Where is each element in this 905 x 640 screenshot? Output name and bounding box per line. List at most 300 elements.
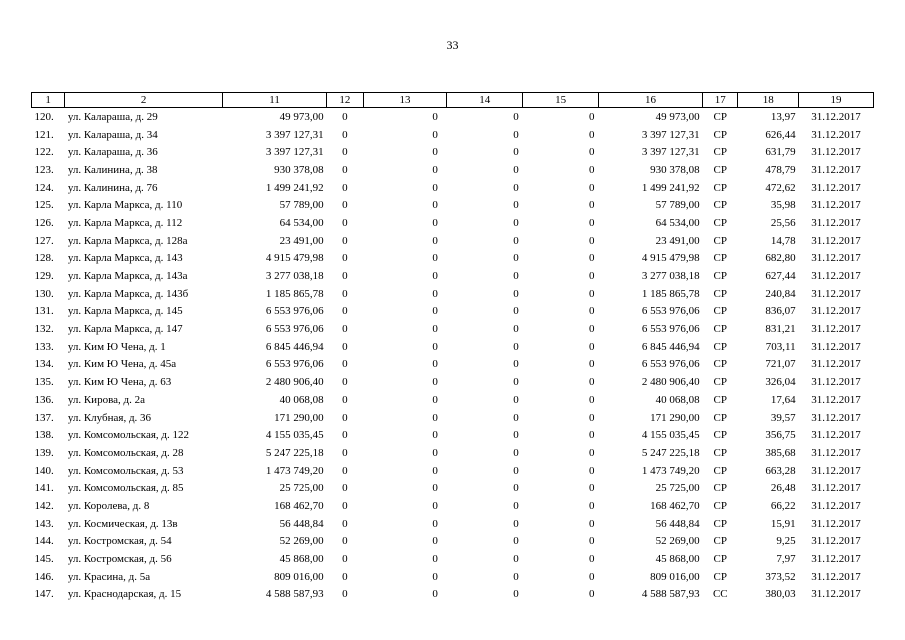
col-11-value: 3 397 127,31 [265,146,324,159]
col-12-value: 0 [342,216,348,229]
row-number: 120. [34,110,54,123]
col-13-value: 0 [432,535,438,548]
col-15-value: 0 [588,393,595,406]
address: ул. Карла Маркса, д. 128а [67,234,188,247]
col-11-value: 1 185 865,78 [265,287,324,300]
col-13-value: 0 [432,499,438,512]
col-13-value: 0 [432,234,438,247]
table-row [32,303,874,321]
col-14-value: 0 [513,340,519,353]
col-16-value: 930 378,08 [650,163,700,176]
table-row [32,533,874,551]
col-13-value: 0 [432,305,438,318]
col-12-value: 0 [342,146,348,159]
col-18-value: 14,78 [770,234,796,247]
address: ул. Карла Маркса, д. 145 [67,305,183,318]
address: ул. Карла Маркса, д. 110 [67,199,183,212]
col-17-code: СР [713,181,728,194]
col-14-value: 0 [513,146,519,159]
table-row [32,143,874,161]
col-12-value: 0 [342,482,348,495]
address: ул. Кирова, д. 2а [67,393,145,406]
col-18-value: 682,80 [765,252,796,265]
col-16-value: 3 397 127,31 [641,146,700,159]
col-14-value: 0 [513,535,519,548]
col-13-value: 0 [432,287,438,300]
col-18-value: 39,57 [770,411,796,424]
col-17-code: СР [713,216,728,229]
col-17-code: СР [713,146,728,159]
col-12-value: 0 [342,163,348,176]
col-16-value: 4 588 587,93 [641,588,700,601]
col-18-value: 385,68 [765,446,796,459]
column-header: 14 [447,93,523,108]
table-row [32,479,874,497]
col-13-value: 0 [432,517,438,530]
col-16-value: 3 397 127,31 [641,128,700,141]
row-number: 129. [34,270,54,283]
col-16-value: 809 016,00 [650,570,700,583]
col-13-value: 0 [432,464,438,477]
table-row [32,568,874,586]
col-15-value: 0 [588,482,595,495]
address: ул. Красина, д. 5а [67,570,151,583]
row-number: 143. [34,517,54,530]
table-row [32,108,874,126]
col-16-value: 45 868,00 [655,553,700,566]
col-13-value: 0 [432,128,438,141]
col-19-date: 31.12.2017 [811,482,861,495]
row-number: 140. [34,464,54,477]
address: ул. Карла Маркса, д. 143а [67,270,188,283]
address: ул. Калараша, д. 36 [67,146,158,159]
table-row [32,462,874,480]
column-header: 18 [738,93,799,108]
col-15-value: 0 [588,323,595,336]
col-16-value: 1 473 749,20 [641,464,700,477]
col-17-code: СР [713,517,728,530]
col-14-value: 0 [513,393,519,406]
col-12-value: 0 [342,128,348,141]
col-11-value: 809 016,00 [274,570,324,583]
col-15-value: 0 [588,110,595,123]
column-header: 13 [363,93,447,108]
address: ул. Космическая, д. 13в [67,517,178,530]
col-15-value: 0 [588,517,595,530]
col-16-value: 6 845 446,94 [641,340,700,353]
address: ул. Комсомольская, д. 53 [67,464,184,477]
row-number: 131. [34,305,54,318]
col-11-value: 23 491,00 [279,234,324,247]
col-14-value: 0 [513,199,519,212]
col-16-value: 6 553 976,06 [641,305,700,318]
col-13-value: 0 [432,252,438,265]
col-11-value: 3 277 038,18 [265,270,324,283]
col-12-value: 0 [342,305,348,318]
col-16-value: 2 480 906,40 [641,376,700,389]
col-14-value: 0 [513,411,519,424]
col-14-value: 0 [513,252,519,265]
col-12-value: 0 [342,376,348,389]
col-14-value: 0 [513,429,519,442]
col-14-value: 0 [513,588,519,601]
row-number: 126. [34,216,54,229]
col-13-value: 0 [432,216,438,229]
col-13-value: 0 [432,323,438,336]
col-15-value: 0 [588,376,595,389]
col-13-value: 0 [432,181,438,194]
col-12-value: 0 [342,181,348,194]
col-19-date: 31.12.2017 [811,553,861,566]
col-15-value: 0 [588,553,595,566]
col-12-value: 0 [342,499,348,512]
row-number: 147. [34,588,54,601]
column-header: 15 [523,93,599,108]
col-16-value: 57 789,00 [655,199,700,212]
address: ул. Комсомольская, д. 85 [67,482,184,495]
col-15-value: 0 [588,358,595,371]
row-number: 125. [34,199,54,212]
table-row [32,320,874,338]
col-18-value: 663,28 [765,464,796,477]
row-number: 133. [34,340,54,353]
table-row [32,179,874,197]
col-19-date: 31.12.2017 [811,535,861,548]
col-19-date: 31.12.2017 [811,358,861,371]
col-11-value: 4 915 479,98 [265,252,324,265]
col-17-code: СР [713,163,728,176]
col-19-date: 31.12.2017 [811,234,861,247]
col-19-date: 31.12.2017 [811,181,861,194]
col-11-value: 4 588 587,93 [265,588,324,601]
row-number: 145. [34,553,54,566]
col-13-value: 0 [432,482,438,495]
row-number: 132. [34,323,54,336]
col-19-date: 31.12.2017 [811,305,861,318]
col-19-date: 31.12.2017 [811,287,861,300]
col-12-value: 0 [342,199,348,212]
table-row [32,267,874,285]
address: ул. Карла Маркса, д. 143 [67,252,183,265]
col-11-value: 1 473 749,20 [265,464,324,477]
col-11-value: 45 868,00 [279,553,324,566]
col-11-value: 168 462,70 [274,499,324,512]
row-number: 137. [34,411,54,424]
col-13-value: 0 [432,411,438,424]
col-14-value: 0 [513,499,519,512]
col-13-value: 0 [432,358,438,371]
col-19-date: 31.12.2017 [811,163,861,176]
col-12-value: 0 [342,411,348,424]
row-number: 134. [34,358,54,371]
col-14-value: 0 [513,553,519,566]
col-14-value: 0 [513,128,519,141]
col-17-code: СР [713,128,728,141]
col-17-code: СР [713,199,728,212]
column-header: 1 [32,93,65,108]
col-13-value: 0 [432,163,438,176]
col-13-value: 0 [432,270,438,283]
col-11-value: 6 553 976,06 [265,305,324,318]
col-19-date: 31.12.2017 [811,340,861,353]
table-row [32,126,874,144]
col-18-value: 66,22 [770,499,796,512]
col-18-value: 631,79 [765,146,796,159]
col-13-value: 0 [432,570,438,583]
col-16-value: 23 491,00 [655,234,700,247]
col-18-value: 9,25 [776,535,796,548]
col-13-value: 0 [432,340,438,353]
col-14-value: 0 [513,216,519,229]
row-number: 121. [34,128,54,141]
col-16-value: 64 534,00 [655,216,700,229]
col-17-code: СР [713,482,728,495]
col-15-value: 0 [588,234,595,247]
row-number: 130. [34,287,54,300]
col-19-date: 31.12.2017 [811,323,861,336]
col-17-code: СР [713,110,728,123]
col-16-value: 49 973,00 [655,110,700,123]
col-19-date: 31.12.2017 [811,499,861,512]
address: ул. Краснодарская, д. 15 [67,588,182,601]
col-13-value: 0 [432,199,438,212]
table-row [32,444,874,462]
col-18-value: 13,97 [770,110,796,123]
col-13-value: 0 [432,429,438,442]
col-15-value: 0 [588,216,595,229]
col-14-value: 0 [513,464,519,477]
row-number: 144. [34,535,54,548]
address: ул. Ким Ю Чена, д. 63 [67,376,172,389]
col-15-value: 0 [588,588,595,601]
col-13-value: 0 [432,110,438,123]
col-18-value: 721,07 [765,358,796,371]
col-17-code: СР [713,393,728,406]
col-16-value: 6 553 976,06 [641,323,700,336]
col-15-value: 0 [588,446,595,459]
col-15-value: 0 [588,146,595,159]
col-16-value: 56 448,84 [655,517,700,530]
col-16-value: 4 915 479,98 [641,252,700,265]
address: ул. Калинина, д. 38 [67,163,158,176]
row-number: 122. [34,146,54,159]
col-12-value: 0 [342,270,348,283]
col-15-value: 0 [588,287,595,300]
header-row [32,93,874,108]
col-13-value: 0 [432,446,438,459]
col-18-value: 478,79 [765,163,796,176]
col-14-value: 0 [513,270,519,283]
row-number: 127. [34,234,54,247]
col-11-value: 171 290,00 [274,411,324,424]
table-row [32,232,874,250]
col-14-value: 0 [513,570,519,583]
row-number: 141. [34,482,54,495]
col-16-value: 6 553 976,06 [641,358,700,371]
col-12-value: 0 [342,535,348,548]
col-19-date: 31.12.2017 [811,588,861,601]
col-14-value: 0 [513,482,519,495]
col-18-value: 7,97 [776,553,796,566]
column-header: 17 [703,93,738,108]
col-17-code: СС [712,588,728,601]
table-row [32,356,874,374]
page-number: 33 [446,38,459,52]
col-15-value: 0 [588,270,595,283]
table-row [32,214,874,232]
address: ул. Королева, д. 8 [67,499,150,512]
row-number: 136. [34,393,54,406]
table-row [32,497,874,515]
col-12-value: 0 [342,252,348,265]
col-14-value: 0 [513,163,519,176]
col-18-value: 626,44 [765,128,796,141]
col-19-date: 31.12.2017 [811,216,861,229]
col-18-value: 17,64 [770,393,796,406]
col-17-code: СР [713,411,728,424]
col-18-value: 326,04 [765,376,796,389]
col-11-value: 49 973,00 [279,110,324,123]
address: ул. Комсомольская, д. 28 [67,446,184,459]
col-18-value: 240,84 [765,287,796,300]
col-19-date: 31.12.2017 [811,517,861,530]
col-13-value: 0 [432,376,438,389]
col-13-value: 0 [432,393,438,406]
col-17-code: СР [713,270,728,283]
table-row [32,391,874,409]
col-17-code: СР [713,464,728,477]
col-18-value: 703,11 [765,340,796,353]
col-17-code: СР [713,287,728,300]
col-11-value: 6 845 446,94 [265,340,324,353]
table-row [32,161,874,179]
row-number: 142. [34,499,54,512]
col-18-value: 26,48 [770,482,796,495]
col-12-value: 0 [342,517,348,530]
col-13-value: 0 [432,146,438,159]
col-11-value: 3 397 127,31 [265,128,324,141]
table-row [32,550,874,568]
col-16-value: 171 290,00 [650,411,700,424]
col-19-date: 31.12.2017 [811,464,861,477]
address: ул. Карла Маркса, д. 143б [67,287,189,300]
col-14-value: 0 [513,287,519,300]
col-17-code: СР [713,535,728,548]
col-14-value: 0 [513,305,519,318]
row-number: 138. [34,429,54,442]
col-15-value: 0 [588,535,595,548]
col-19-date: 31.12.2017 [811,570,861,583]
col-11-value: 40 068,08 [279,393,324,406]
col-12-value: 0 [342,110,348,123]
col-16-value: 3 277 038,18 [641,270,700,283]
col-17-code: СР [713,553,728,566]
address: ул. Клубная, д. 36 [67,411,152,424]
col-14-value: 0 [513,234,519,247]
col-19-date: 31.12.2017 [811,429,861,442]
row-number: 124. [34,181,54,194]
col-11-value: 930 378,08 [274,163,324,176]
col-18-value: 373,52 [765,570,796,583]
col-12-value: 0 [342,358,348,371]
col-11-value: 6 553 976,06 [265,323,324,336]
address: ул. Карла Маркса, д. 147 [67,323,183,336]
col-12-value: 0 [342,553,348,566]
col-14-value: 0 [513,358,519,371]
col-12-value: 0 [342,340,348,353]
col-11-value: 2 480 906,40 [265,376,324,389]
col-11-value: 4 155 035,45 [265,429,324,442]
col-17-code: СР [713,305,728,318]
col-18-value: 627,44 [765,270,796,283]
col-15-value: 0 [588,411,595,424]
col-19-date: 31.12.2017 [811,393,861,406]
col-17-code: СР [713,252,728,265]
col-19-date: 31.12.2017 [811,110,861,123]
table-row [32,515,874,533]
column-header: 2 [65,93,223,108]
col-12-value: 0 [342,464,348,477]
table-row [32,338,874,356]
col-19-date: 31.12.2017 [811,252,861,265]
col-18-value: 35,98 [770,199,796,212]
col-19-date: 31.12.2017 [811,446,861,459]
col-11-value: 52 269,00 [279,535,324,548]
col-18-value: 15,91 [770,517,796,530]
col-15-value: 0 [588,464,595,477]
table-row [32,426,874,444]
col-14-value: 0 [513,446,519,459]
table-row [32,373,874,391]
col-17-code: СР [713,358,728,371]
col-15-value: 0 [588,163,595,176]
col-17-code: СР [713,570,728,583]
address: ул. Комсомольская, д. 122 [67,429,189,442]
col-19-date: 31.12.2017 [811,270,861,283]
col-19-date: 31.12.2017 [811,199,861,212]
row-number: 139. [34,446,54,459]
col-15-value: 0 [588,305,595,318]
col-19-date: 31.12.2017 [811,128,861,141]
col-17-code: СР [713,429,728,442]
col-15-value: 0 [588,199,595,212]
col-12-value: 0 [342,393,348,406]
col-14-value: 0 [513,376,519,389]
col-15-value: 0 [588,252,595,265]
col-11-value: 25 725,00 [279,482,324,495]
col-16-value: 25 725,00 [655,482,700,495]
col-19-date: 31.12.2017 [811,376,861,389]
col-14-value: 0 [513,323,519,336]
col-12-value: 0 [342,234,348,247]
col-16-value: 40 068,08 [655,393,700,406]
col-16-value: 5 247 225,18 [641,446,700,459]
col-17-code: СР [713,376,728,389]
col-16-value: 4 155 035,45 [641,429,700,442]
col-17-code: СР [713,340,728,353]
col-17-code: СР [713,234,728,247]
table-row [32,196,874,214]
col-15-value: 0 [588,128,595,141]
table-row [32,285,874,303]
address: ул. Калараша, д. 34 [67,128,158,141]
col-19-date: 31.12.2017 [811,411,861,424]
col-11-value: 1 499 241,92 [265,181,324,194]
column-header: 19 [799,93,874,108]
col-12-value: 0 [342,570,348,583]
col-16-value: 1 499 241,92 [641,181,700,194]
col-18-value: 836,07 [765,305,796,318]
